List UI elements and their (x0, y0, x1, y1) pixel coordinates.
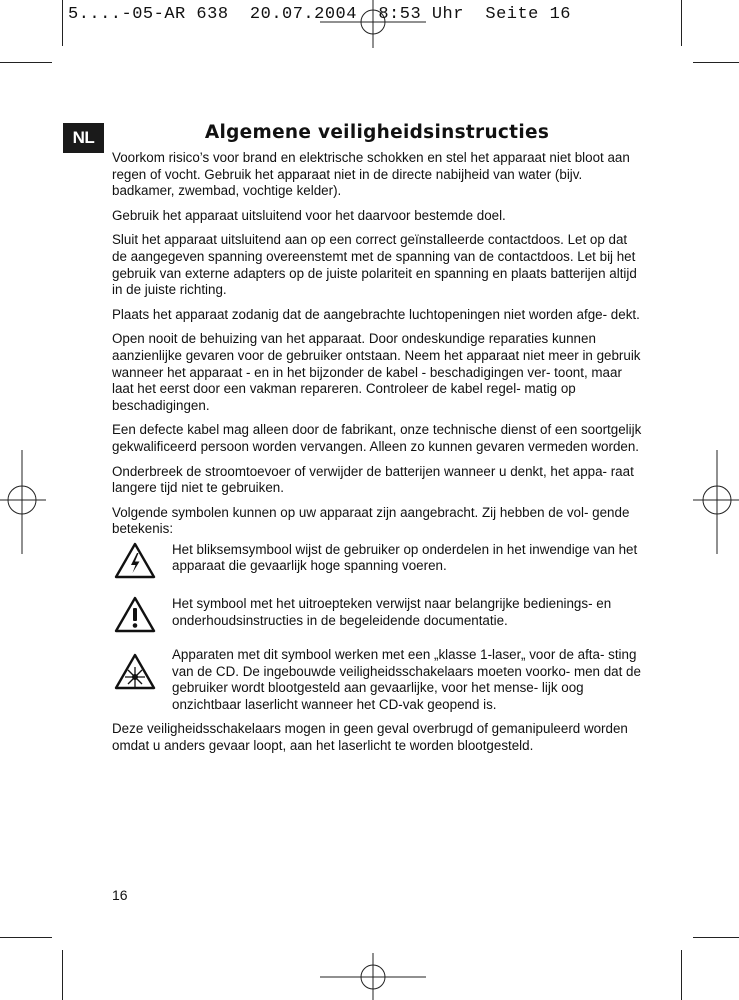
paragraph: Gebruik het apparaat uitsluitend voor het daarvoor bestemde doel. (112, 207, 506, 223)
print-slug: 5....-05-AR 638 20.07.2004 8:53 Uhr Seite 16 (68, 5, 571, 24)
paragraph: Voorkom risico’s voor brand en elektrische schokken en stel het apparaat niet bloot aan regen of vocht. Gebruik het apparaat niet in de directe nabijheid van water (bijv. badkamer, zwembad, vochtige kelder). (112, 150, 630, 199)
paragraph: Plaats het apparaat zodanig dat de aangebrachte luchtopeningen niet worden afge- dekt. (112, 306, 640, 322)
registration-mark-icon (320, 950, 426, 1000)
instructions-body (112, 150, 644, 763)
symbol-description: Het bliksemsymbool wijst de gebruiker op onderdelen in het inwendige van het apparaat die gevaarlijk hoge spanning voeren. (172, 541, 638, 574)
symbol-row (112, 596, 644, 639)
page-title: Algemene veiligheidsinstructies (204, 122, 550, 143)
crop-mark (0, 62, 52, 63)
lightning-warning-icon (114, 542, 156, 585)
crop-mark (62, 0, 63, 46)
crop-mark (693, 937, 739, 938)
language-tab: NL (63, 123, 104, 153)
symbol-description: Apparaten met dit symbool werken met een „klasse 1-laser„ voor de afta- sting van de CD. De ingebouwde veiligheidsschakelaars moeten voorko- men dat de gebruiker wordt blootgesteld aan gevaarlijke, voor het mense- lijk oog onzichtbaar laserlicht wanneer het CD-vak geopend is. (172, 647, 641, 712)
registration-mark-icon (0, 450, 46, 554)
symbol-description: Het symbool met het uitroepteken verwijst naar belangrijke bedienings- en onderhoudsinstructies in de begeleidende documentatie. (172, 596, 612, 629)
laser-warning-icon (114, 653, 156, 696)
page-number: 16 (112, 887, 128, 903)
symbol-row (112, 542, 644, 585)
paragraph: Een defecte kabel mag alleen door de fabrikant, onze technische dienst of een soortgelijk gekwalificeerd persoon worden vervangen. Alleen zo kunnen gevaren vermeden worden. (112, 422, 642, 454)
exclamation-warning-icon (114, 596, 156, 639)
crop-mark (693, 62, 739, 63)
crop-mark (0, 937, 52, 938)
paragraph: Sluit het apparaat uitsluitend aan op een correct geïnstalleerde contactdoos. Let op dat de aangegeven spanning overeenstemt met de spanning van de contactdoos. Let bij het gebruik van externe adapters op de juiste polariteit en spanning en plaats batterijen altijd in de juiste richting. (112, 232, 637, 298)
paragraph: Volgende symbolen kunnen op uw apparaat zijn aangebracht. Zij hebben de vol- gende betekenis: (112, 504, 630, 537)
crop-mark (681, 0, 682, 46)
crop-mark (62, 950, 63, 1000)
registration-mark-icon (693, 450, 739, 554)
paragraph: Onderbreek de stroomtoevoer of verwijder de batterijen wanneer u denkt, het appa- raat langere tijd niet te gebruiken. (112, 463, 634, 496)
crop-mark (681, 950, 682, 1000)
paragraph: Open nooit de behuizing van het apparaat. Door ondeskundige reparaties kunnen aanzienlijke gevaren voor de gebruiker ontstaan. Neem het apparaat niet meer in gebruik wanneer het apparaat - en in het bijzonder de kabel - beschadigingen ver- toont, maar laat het eerst door een vakman repareren. Controleer de kabel regel- matig op beschadigingen. (112, 331, 641, 413)
symbol-row (112, 647, 644, 713)
closing-paragraph: Deze veiligheidsschakelaars mogen in geen geval overbrugd of gemanipuleerd worden omdat u anders gevaar loopt, aan het laserlicht te worden blootgesteld. (112, 721, 628, 754)
